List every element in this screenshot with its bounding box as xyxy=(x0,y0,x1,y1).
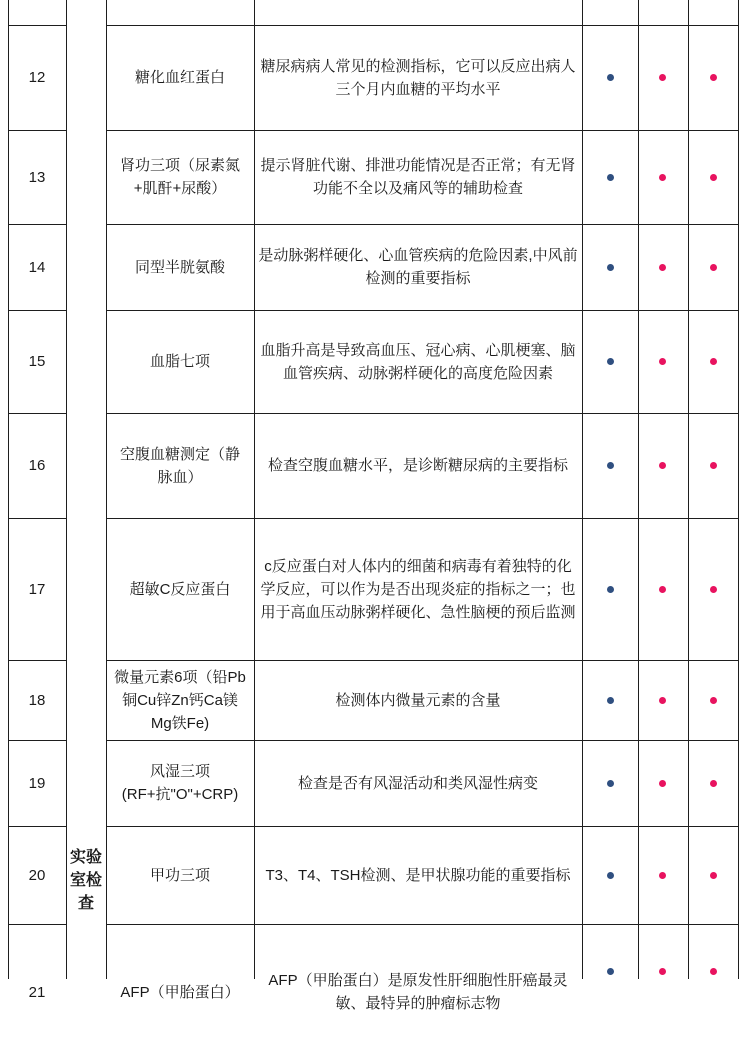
package-included-dot-icon xyxy=(607,872,614,879)
exam-item-name: AFP（甲胎蛋白） xyxy=(120,983,240,1001)
row-number: 13 xyxy=(28,168,46,186)
exam-item-description: 提示肾脏代谢、排泄功能情况是否正常；有无肾功能不全以及痛风等的辅助检查 xyxy=(260,157,576,197)
package-included-dot-icon xyxy=(659,697,666,704)
category-label: 实验室检查 xyxy=(69,848,102,912)
package-included-dot-icon xyxy=(710,586,717,593)
exam-item-name: 风湿三项(RF+抗"O"+CRP) xyxy=(121,763,239,803)
exam-item-name: 微量元素6项（铅Pb铜Cu锌Zn钙Ca镁Mg铁Fe) xyxy=(114,668,246,732)
column-divider xyxy=(688,0,689,979)
exam-item-description: 检查是否有风湿活动和类风湿性病变 xyxy=(297,774,538,792)
row-number: 21 xyxy=(28,983,46,1001)
exam-item-description: T3、T4、TSH检测、是甲状腺功能的重要指标 xyxy=(265,866,571,884)
package-included-dot-icon xyxy=(710,264,717,271)
row-number: 18 xyxy=(28,691,46,709)
exam-item-description: 糖尿病病人常见的检测指标，它可以反应出病人三个月内血糖的平均水平 xyxy=(260,57,576,98)
package-included-dot-icon xyxy=(659,264,666,271)
package-included-dot-icon xyxy=(710,872,717,879)
package-included-dot-icon xyxy=(659,358,666,365)
package-included-dot-icon xyxy=(659,462,666,469)
row-number: 19 xyxy=(28,774,46,792)
package-included-dot-icon xyxy=(710,968,717,975)
column-divider xyxy=(738,0,739,979)
exam-item-name: 血脂七项 xyxy=(149,353,210,370)
exam-item-name: 同型半胱氨酸 xyxy=(134,258,225,276)
package-included-dot-icon xyxy=(659,174,666,181)
row-number: 17 xyxy=(28,580,46,598)
package-included-dot-icon xyxy=(607,586,614,593)
exam-item-description: AFP（甲胎蛋白）是原发性肝细胞性肝癌最灵敏、最特异的肿瘤标志物 xyxy=(268,972,568,1012)
package-included-dot-icon xyxy=(710,462,717,469)
column-divider xyxy=(638,0,639,979)
package-included-dot-icon xyxy=(607,968,614,975)
package-included-dot-icon xyxy=(607,174,614,181)
package-included-dot-icon xyxy=(659,586,666,593)
package-included-dot-icon xyxy=(659,968,666,975)
package-included-dot-icon xyxy=(710,358,717,365)
package-included-dot-icon xyxy=(607,462,614,469)
package-included-dot-icon xyxy=(710,74,717,81)
exam-item-name: 糖化血红蛋白 xyxy=(134,69,225,86)
row-number: 16 xyxy=(28,457,46,474)
package-included-dot-icon xyxy=(607,780,614,787)
package-included-dot-icon xyxy=(607,74,614,81)
exam-item-name: 空腹血糖测定（静脉血） xyxy=(119,445,240,486)
exam-item-description: 是动脉粥样硬化、心血管疾病的危险因素,中风前检测的重要指标 xyxy=(258,247,578,287)
column-divider xyxy=(582,0,583,979)
exam-item-name: 肾功三项（尿素氮+肌酐+尿酸） xyxy=(119,157,240,197)
row-number: 14 xyxy=(28,258,46,276)
exam-item-description: 检查空腹血糖水平，是诊断糖尿病的主要指标 xyxy=(267,457,568,474)
package-included-dot-icon xyxy=(607,264,614,271)
row-number: 12 xyxy=(28,69,46,86)
package-included-dot-icon xyxy=(607,697,614,704)
exam-item-description: 血脂升高是导致高血压、冠心病、心肌梗塞、脑血管疾病、动脉粥样硬化的高度危险因素 xyxy=(260,341,576,382)
package-included-dot-icon xyxy=(710,697,717,704)
row-number: 15 xyxy=(28,353,46,370)
package-included-dot-icon xyxy=(607,358,614,365)
exam-item-description: 检测体内微量元素的含量 xyxy=(335,691,501,709)
package-included-dot-icon xyxy=(659,780,666,787)
package-included-dot-icon xyxy=(659,74,666,81)
exam-item-name: 超敏C反应蛋白 xyxy=(129,580,231,598)
package-included-dot-icon xyxy=(659,872,666,879)
package-included-dot-icon xyxy=(710,174,717,181)
row-number: 20 xyxy=(28,866,46,884)
package-included-dot-icon xyxy=(710,780,717,787)
exam-item-description: c反应蛋白对人体内的细菌和病毒有着独特的化学反应，可以作为是否出现炎症的指标之一；也用于高血压动脉粥样硬化、急性脑梗的预后监测 xyxy=(260,557,576,621)
exam-item-name: 甲功三项 xyxy=(149,866,210,884)
